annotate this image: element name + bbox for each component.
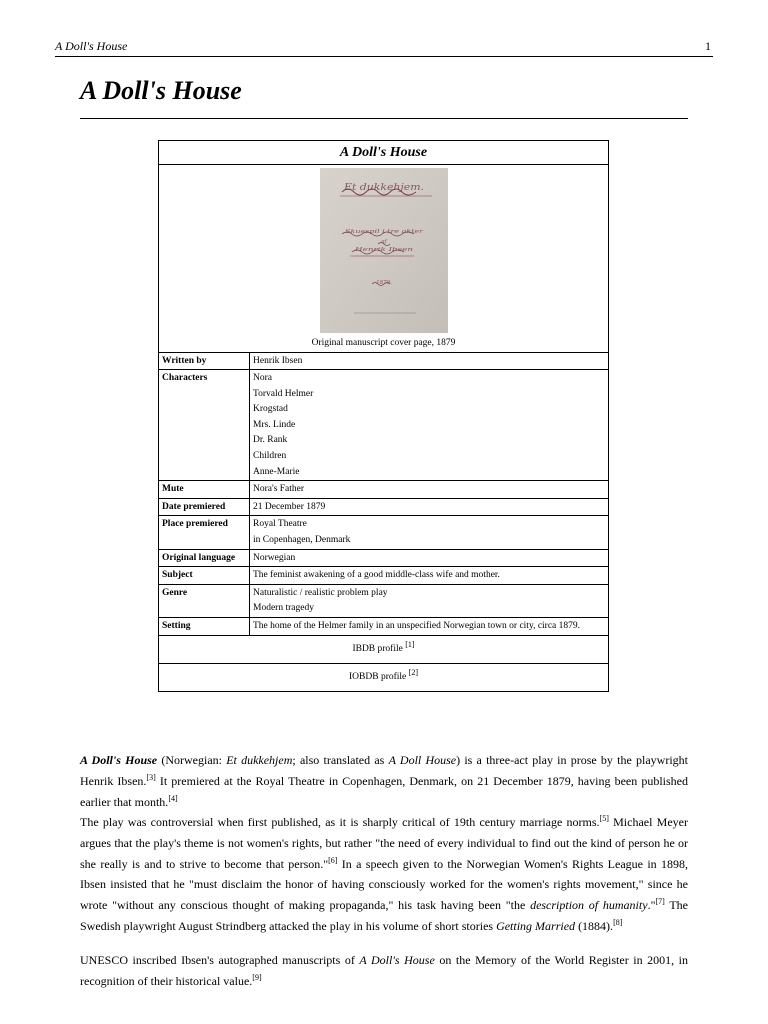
manuscript-line-subtitle: Skuespil i tre akter <box>344 229 424 235</box>
infobox-caption: A Doll's House <box>159 141 609 165</box>
text-span: The Swedish playwright August Strindberg attacked the play in his volume of short stories <box>80 898 688 933</box>
ref-9[interactable]: [9] <box>252 972 262 982</box>
ref-2[interactable]: [2] <box>408 667 418 677</box>
row-value-characters <box>250 370 609 481</box>
text-span: description of humanity <box>530 898 648 913</box>
row-label-place-premiered: Place premiered <box>159 516 250 549</box>
text-span: Getting Married <box>496 918 576 933</box>
running-header-title: A Doll's House <box>55 39 128 53</box>
manuscript-line-year: 1879. <box>375 280 392 286</box>
value-line: The home of the Helmer family in an unspecified Norwegian town or city, circa 1879. <box>253 621 581 631</box>
title-divider <box>80 118 688 119</box>
value-line: in Copenhagen, Denmark <box>253 535 351 546</box>
infobox-row-genre <box>159 584 609 617</box>
row-label-original-language: Original language <box>159 549 250 567</box>
value-line: Modern tragedy <box>253 603 314 614</box>
ref-1[interactable]: [1] <box>405 639 415 649</box>
infobox-row-place-premiered <box>159 516 609 549</box>
row-label-setting: Setting <box>159 618 250 636</box>
value-line: Norwegian <box>253 552 296 563</box>
ref-8[interactable]: [8] <box>613 917 623 927</box>
ref-5[interactable]: [5] <box>599 814 609 823</box>
text-span: In a speech given to the Norwegian Women's Rights League in 1898, Ibsen insisted that he "must disclaim the honor of having consciously worked for the women's rights movement," since he wrote "without any conscious thought of making propaganda," his task having been "the <box>80 856 688 913</box>
text-span: A Doll's House <box>359 953 435 967</box>
row-label-genre: Genre <box>159 584 250 617</box>
manuscript-line-author: Henrik Ibsen <box>352 247 414 253</box>
row-label-date-premiered: Date premiered <box>159 498 250 516</box>
character-item: Nora <box>253 373 272 384</box>
page-title: A Doll's House <box>80 76 242 105</box>
infobox-row-original-language <box>159 549 609 567</box>
text-span: ) is a three-act play in prose by the playwright Henrik Ibsen. <box>80 753 689 788</box>
text-span: (Norwegian: <box>157 753 227 767</box>
row-value-subject <box>250 567 609 585</box>
row-value-original-language <box>250 549 609 567</box>
infobox-row-subject <box>159 567 609 585</box>
iobdb-profile-link[interactable] <box>159 663 609 691</box>
value-line: Nora's Father <box>253 484 305 495</box>
ref-6[interactable]: [6] <box>328 855 338 865</box>
character-item: Children <box>253 451 287 462</box>
infobox-image-cell <box>159 165 609 353</box>
running-header <box>55 38 713 57</box>
manuscript-line-by: af <box>380 239 387 245</box>
infobox-row-characters <box>159 370 609 481</box>
image-caption: Original manuscript cover page, 1879 <box>311 338 456 348</box>
text-span: ; also translated as <box>292 753 389 767</box>
manuscript-cover-image[interactable] <box>320 168 448 333</box>
character-item: Torvald Helmer <box>253 388 314 399</box>
value-line: Royal Theatre <box>253 519 307 530</box>
ref-7[interactable]: [7] <box>655 897 665 907</box>
ibdb-profile-link[interactable] <box>159 635 609 663</box>
text-span: The play was controversial when first published, as it is sharply critical of 19th century marriage norms. <box>80 815 600 829</box>
character-item: Mrs. Linde <box>253 419 296 430</box>
ibdb-profile-text: IBDB profile <box>352 643 406 654</box>
row-label-subject: Subject <box>159 567 250 585</box>
iobdb-profile-text: IOBDB profile <box>349 671 409 682</box>
infobox-row-mute <box>159 481 609 499</box>
character-item: Anne-Marie <box>253 466 300 477</box>
paragraph-intro <box>80 750 688 812</box>
row-value-setting <box>250 618 609 636</box>
infobox-row-setting <box>159 618 609 636</box>
paragraph-controversy <box>80 812 688 937</box>
ref-4[interactable]: [4] <box>168 793 178 803</box>
manuscript-line-title: Et dukkehjem. <box>342 183 424 193</box>
value-line: Naturalistic / realistic problem play <box>253 587 388 598</box>
paragraph-unesco <box>80 950 688 992</box>
text-span: A Doll House <box>388 753 457 767</box>
value-line: 21 December 1879 <box>253 501 326 512</box>
row-value-place-premiered <box>250 516 609 549</box>
infobox-row-date-premiered <box>159 498 609 516</box>
text-span: A Doll's House <box>80 753 158 767</box>
row-value-genre <box>250 584 609 617</box>
text-span: Et dukkehjem <box>226 753 293 767</box>
row-value-mute <box>250 481 609 499</box>
text-span: ." <box>647 898 656 913</box>
page-number: 1 <box>705 39 711 53</box>
infobox-row-written-by <box>159 352 609 370</box>
text-span: UNESCO inscribed Ibsen's autographed manuscripts of <box>80 953 360 967</box>
character-item: Krogstad <box>253 404 288 415</box>
ref-3[interactable]: [3] <box>146 772 156 782</box>
row-label-mute: Mute <box>159 481 250 499</box>
value-line: Henrik Ibsen <box>253 355 303 366</box>
infobox <box>158 140 609 692</box>
row-value-date-premiered <box>250 498 609 516</box>
row-label-characters: Characters <box>159 370 250 481</box>
value-line: The feminist awakening of a good middle-class wife and mother. <box>253 570 500 581</box>
row-label-written-by: Written by <box>159 352 250 370</box>
text-span: It premiered at the Royal Theatre in Copenhagen, Denmark, on 21 December 1879, having been published earlier that month. <box>80 773 688 809</box>
text-span: Michael Meyer argues that the play's theme is not women's rights, but rather "the need of every individual to find out the kind of person he or she really is and to strive to become that person." <box>80 815 688 871</box>
text-span: (1884). <box>575 918 614 933</box>
text-span: on the Memory of the World Register in 2001, in recognition of their historical value. <box>80 953 688 988</box>
row-value-written-by <box>250 352 609 370</box>
character-item: Dr. Rank <box>253 435 288 446</box>
